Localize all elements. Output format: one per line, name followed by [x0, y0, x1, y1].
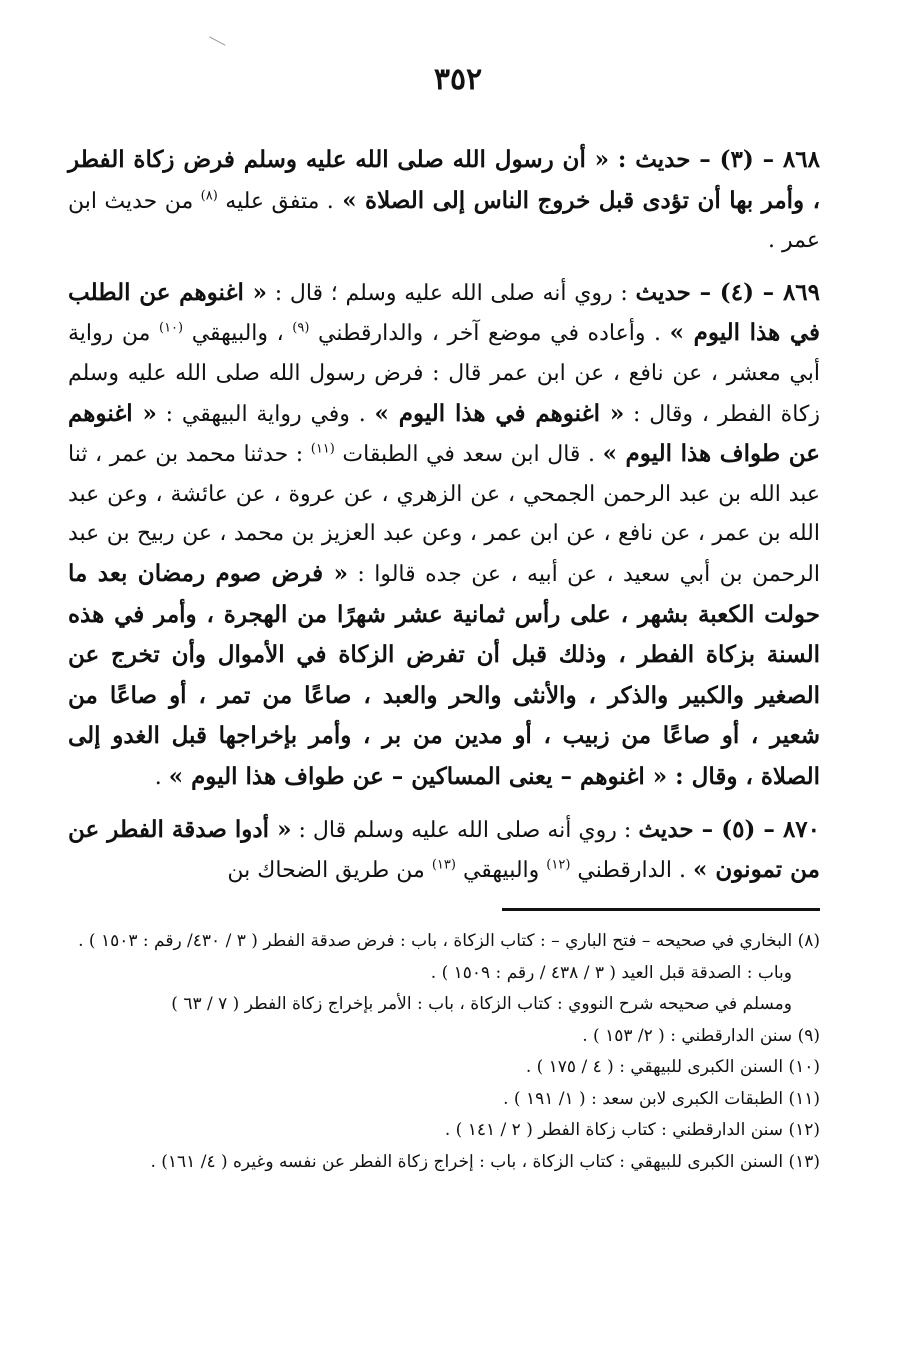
body-text-segment: : روي أنه صلى الله عليه وسلم ؛ قال : — [266, 280, 636, 306]
footnote-ref: (١٣) — [431, 857, 456, 873]
body-text-segment: ، والبيهقي — [183, 321, 293, 347]
bold-text: « اغنوهم عن الطلب في هذا اليوم » — [68, 278, 820, 347]
body-text-segment: . الدارقطني — [570, 858, 694, 884]
footnote-item: (١١) الطبقات الكبرى لابن سعد : ( ١/ ١٩١ ) . — [503, 1088, 820, 1109]
body-text-segment: . — [154, 764, 169, 790]
main-text — [68, 140, 820, 903]
footnote-item: (١٠) السنن الكبرى للبيهقي : ( ٤ / ١٧٥ ) . — [525, 1057, 820, 1077]
footnote-ref: (١١) — [310, 441, 335, 457]
bold-text: ٨٧٠ – (٥) – حديث — [638, 815, 820, 843]
bold-text: « اغنوهم في هذا اليوم » — [374, 399, 625, 427]
footnote-ref: (١٢) — [546, 857, 571, 873]
page-number: ٣٥٢ — [433, 62, 483, 97]
footnote-item: وباب : الصدقة قبل العيد ( ٣ / ٤٣٨ / رقم : ١٥٠٩ ) . — [430, 962, 792, 983]
body-text-segment: : حدثنا محمد بن عمر ، ثنا عبد الله بن عبد الرحمن الجمحي ، عن الزهري ، عن عروة ، عن عائشة ، وعن عبد الله بن عمر ، عن نافع ، عن ابن عمر ، وعن عبد العزيز بن محمد ، عن ربيح بن عبد الرحمن بن أبي سعيد ، عن أبيه ، عن جده قالوا : — [68, 442, 820, 587]
body-text-segment: من طريق الضحاك بن — [227, 858, 432, 884]
hadith-868-paragraph — [68, 140, 820, 261]
footnote-ref: (٩) — [292, 321, 310, 337]
body-text-segment: . وفي رواية البيهقي : — [156, 401, 375, 427]
bold-text: ٨٦٩ – (٤) – حديث — [635, 278, 820, 306]
footnote-ref: (٨) — [200, 188, 218, 204]
body-text-segment: . متفق عليه — [217, 188, 334, 214]
hadith-869-paragraph — [68, 273, 820, 798]
body-text-segment: . قال ابن سعد في الطبقات — [334, 442, 603, 468]
hadith-870-paragraph — [68, 810, 820, 891]
body-text-segment: من رواية أبي معشر ، عن نافع ، عن ابن عمر قال : فرض رسول الله صلى الله عليه وسلم زكاة الفطر ، وقال : — [68, 321, 820, 427]
scan-speck — [204, 36, 225, 54]
body-text-segment: : روي أنه صلى الله عليه وسلم قال : — [291, 817, 639, 843]
footnotes — [68, 926, 820, 1178]
body-text-segment: من حديث ابن عمر . — [68, 188, 820, 254]
footnote-item: (١٢) سنن الدارقطني : كتاب زكاة الفطر ( ٢ / ١٤١ ) . — [444, 1120, 820, 1140]
footnote-item: (١٣) السنن الكبرى للبيهقي : كتاب الزكاة ، باب : إخراج زكاة الفطر عن نفسه وغيره ( ٤/ ١٦١) . — [150, 1151, 820, 1172]
footnote-item: (٩) سنن الدارقطني : ( ٢/ ١٥٣ ) . — [582, 1025, 820, 1046]
footnote-item: ومسلم في صحيحه شرح النووي : كتاب الزكاة ، باب : الأمر بإخراج زكاة الفطر ( ٧ / ٦٣ ) — [171, 994, 792, 1014]
bold-text: « اغنوهم عن طواف هذا اليوم » — [68, 399, 821, 468]
body-text-segment: والبيهقي — [455, 858, 547, 884]
footnote-item: (٨) البخاري في صحيحه – فتح الباري – : كتاب الزكاة ، باب : فرض صدقة الفطر ( ٣ / ٤٣٠/ رقم : ١٥٠٣ ) . — [78, 931, 820, 951]
body-text-segment: . وأعاده في موضع آخر ، والدارقطني — [309, 321, 670, 347]
bold-text: « أدوا صدقة الفطر عن من تمونون » — [68, 815, 820, 884]
footnote-separator — [502, 908, 820, 911]
bold-text: ٨٦٨ – (٣) – حديث : « أن رسول الله صلى الله عليه وسلم فرض زكاة الفطر ، وأمر بها أن تؤدى قبل خروج الناس إلى الصلاة » — [68, 146, 821, 214]
footnote-ref: (١٠) — [158, 321, 184, 337]
bold-text: « فرض صوم رمضان بعد ما حولت الكعبة بشهر ، على رأس ثمانية عشر شهرًا من الهجرة ، وأمر في هذه السنة بزكاة الفطر ، وذلك قبل أن تفرض الزكاة في الأموال وأن تخرج عن الصغير والكبير والذكر ، والأنثى والحر والعبد ، صاعًا من تمر ، أو صاعًا من شعير ، أو صاعًا من زبيب ، أو مدين من بر ، وأمر بإخراجها قبل الغدو إلى الصلاة ، وقال : « اغنوهم – يعنى المساكين – عن طواف هذا اليوم » — [68, 559, 820, 790]
